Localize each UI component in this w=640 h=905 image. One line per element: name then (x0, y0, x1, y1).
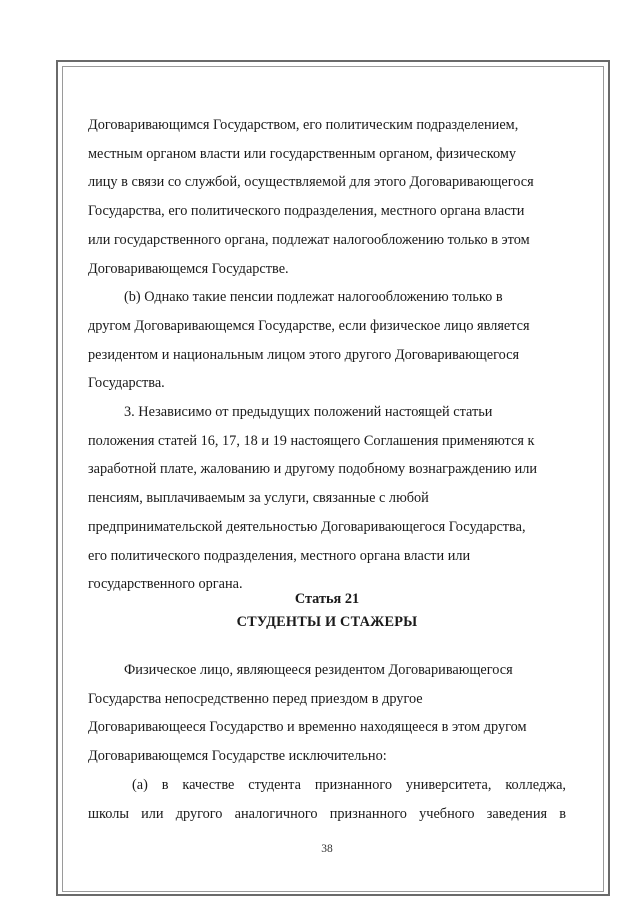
paragraph-clause-3 (88, 398, 566, 599)
text-line: школы или другого аналогичного признанного учебного заведения в (88, 805, 566, 822)
text-line: Договаривающееся Государство и временно находящееся в этом другом (88, 719, 527, 736)
text-line: Государства, его политического подразделения, местного органа власти (88, 203, 525, 220)
text-line: пенсиям, выплачиваемым за услуги, связанные с любой (88, 490, 429, 507)
text-line: или государственного органа, подлежат налогообложению только в этом (88, 231, 530, 248)
text-line: лицу в связи со службой, осуществляемой для этого Договаривающегося (88, 174, 534, 191)
paragraph-clause-b (88, 283, 566, 398)
text-line: Физическое лицо, являющееся резидентом Договаривающегося (124, 662, 513, 678)
text-line: положения статей 16, 17, 18 и 19 настоящего Соглашения применяются к (88, 432, 535, 449)
text-line: местным органом власти или государственным органом, физическому (88, 145, 517, 162)
text-line: Договаривающимся Государством, его политическим подразделением, (88, 117, 519, 133)
article-number: Статья 21 (294, 591, 360, 607)
paragraph-pension-taxation (88, 111, 566, 283)
paragraph-clause-a (88, 771, 566, 828)
text-line: резидентом и национальным лицом этого другого Договаривающегося (88, 346, 520, 363)
text-line: заработной плате, жалованию и другому подобному вознаграждению или (88, 461, 538, 478)
article-title: СТУДЕНТЫ И СТАЖЕРЫ (236, 614, 418, 630)
text-line: Договаривающемся Государстве исключительно: (88, 748, 387, 765)
text-line: Государства непосредственно перед приездом в другое (88, 690, 423, 707)
text-line: (b) Однако такие пенсии подлежат налогообложению только в (124, 289, 503, 306)
page-number: 38 (321, 843, 333, 855)
paragraph-students-intro (88, 656, 566, 771)
text-line: предпринимательской деятельностью Договаривающегося Государства, (88, 518, 526, 535)
document-body-top (88, 111, 566, 599)
document-body-bottom (88, 656, 566, 828)
text-line: (a) в качестве студента признанного университета, колледжа, (132, 776, 566, 793)
text-line: его политического подразделения, местного органа власти или (88, 547, 471, 564)
text-line: государственного органа. (88, 576, 243, 593)
text-line: Договаривающемся Государстве. (88, 260, 289, 277)
text-line: 3. Независимо от предыдущих положений настоящей статьи (124, 404, 493, 421)
text-line: Государства. (88, 375, 165, 392)
text-line: другом Договаривающемся Государстве, если физическое лицо является (88, 317, 530, 334)
